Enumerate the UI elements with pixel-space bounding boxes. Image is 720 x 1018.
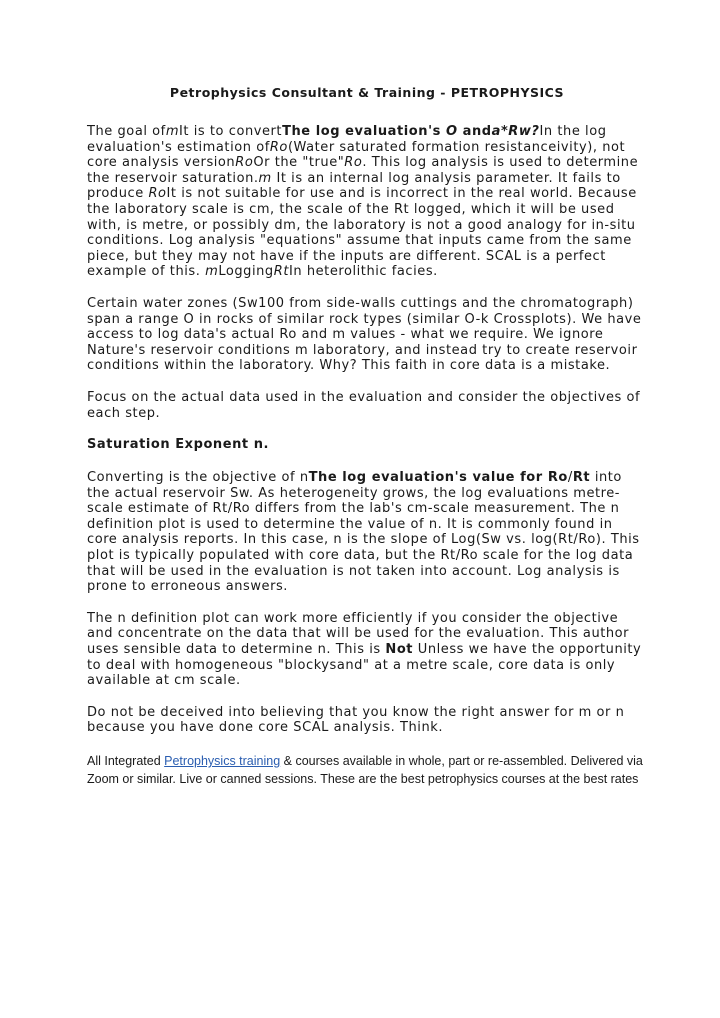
bold-run: and	[457, 124, 492, 139]
text-run: It is not suitable for use and is incorrect in the real world. Because the laboratory scale is cm, the scale of the Rt logged, which it will be used with, is metre, or possibly dm, the laboratory is not a good analogy for in-situ conditions. Log analysis "equations" assume that inputs came from the same piece, but they may not have if the inputs are different. SCAL is a perfect example of this.	[87, 186, 637, 280]
section-heading-saturation-exponent: Saturation Exponent n.	[87, 437, 270, 453]
paragraph-converting-n	[87, 470, 647, 595]
text-run: into the actual reservoir Sw. As heterogeneity grows, the log evaluations metre-scale estimate of Rt/Ro differs from the lab's cm-scale measurement. The n definition plot is used to determine the value of n. It is commonly found in core analysis reports. In this case, n is the slope of Log(Sw vs. log(Rt/Ro). This plot is typically populated with core data, but the Rt/Ro scale for the log data that will be used in the evaluation is not taken into account. Log analysis is prone to erroneous answers.	[87, 470, 640, 595]
text-run: /	[567, 470, 573, 486]
text-run: The goal of	[87, 124, 166, 139]
paragraph-focus: Focus on the actual data used in the evaluation and consider the objectives of each step.	[87, 389, 641, 421]
italic-run: Rt	[273, 264, 289, 280]
text-run: The n definition plot can work more efficiently if you consider the objective and concentrate on the data that will be used for the evaluation. This author uses sensible data to determine n. This is	[87, 610, 630, 658]
italic-run: Ro	[235, 155, 254, 171]
bold-run: Not	[385, 642, 414, 658]
footer-note	[87, 752, 647, 788]
italic-run: Ro	[148, 186, 167, 202]
text-run: All Integrated	[87, 754, 165, 768]
paragraph-do-not-be-deceived: Do not be deceived into believing that you know the right answer for m or n because you have done core SCAL analysis. Think.	[87, 704, 625, 736]
italic-run: Ro	[269, 139, 288, 155]
text-run: . This log analysis is used to determine the reservoir saturation.	[87, 155, 639, 186]
bold-run: The log evaluation's	[282, 124, 446, 139]
italic-run: m	[165, 124, 180, 139]
italic-run: Ro	[344, 155, 363, 171]
text-run: Converting is the objective of n	[87, 470, 309, 486]
bold-run: Rt	[572, 470, 591, 486]
paragraph-n-definition-plot	[87, 611, 647, 689]
text-run: & courses available in whole, part or re-assembled. Delivered via Zoom or similar. Live or canned sessions. These are the best petrophysics courses at the best rates	[87, 754, 643, 786]
paragraph-water-zones: Certain water zones (Sw100 from side-walls cuttings and the chromatograph) span a range O in rocks of similar rock types (similar O-k Crossplots). We have access to log data's actual Ro and m values - what we require. We ignore Nature's reservoir conditions m laboratory, and instead try to create reservoir conditions within the laboratory. Why? This faith in core data is a mistake.	[87, 295, 642, 374]
text-run: It is to convert	[179, 124, 283, 139]
document-page	[87, 84, 647, 788]
bold-run: The log evaluation's value for Ro	[308, 470, 568, 486]
italic-run: m	[205, 264, 219, 280]
paragraph-goal-of-m	[87, 124, 647, 280]
bold-italic-run: a*Rw?	[491, 124, 540, 139]
text-run: Logging	[218, 264, 274, 280]
petrophysics-training-link[interactable]: Petrophysics training	[164, 754, 281, 768]
text-run: Unless we have the opportunity to deal with homogeneous "blockysand" at a metre scale, core data is only available at cm scale.	[87, 642, 642, 689]
text-run: In the log evaluation's estimation of	[87, 124, 607, 155]
text-run: In heterolithic facies.	[288, 264, 438, 280]
text-run: (Water saturated formation resistanceivity), not core analysis version	[87, 139, 626, 171]
text-run: It is an internal log analysis parameter. It fails to produce	[87, 170, 621, 202]
italic-run: m	[258, 170, 272, 186]
document-title: Petrophysics Consultant & Training - PETROPHYSICS	[169, 85, 565, 100]
text-run: Or the "true"	[253, 155, 345, 171]
bold-italic-run: O	[445, 124, 458, 139]
